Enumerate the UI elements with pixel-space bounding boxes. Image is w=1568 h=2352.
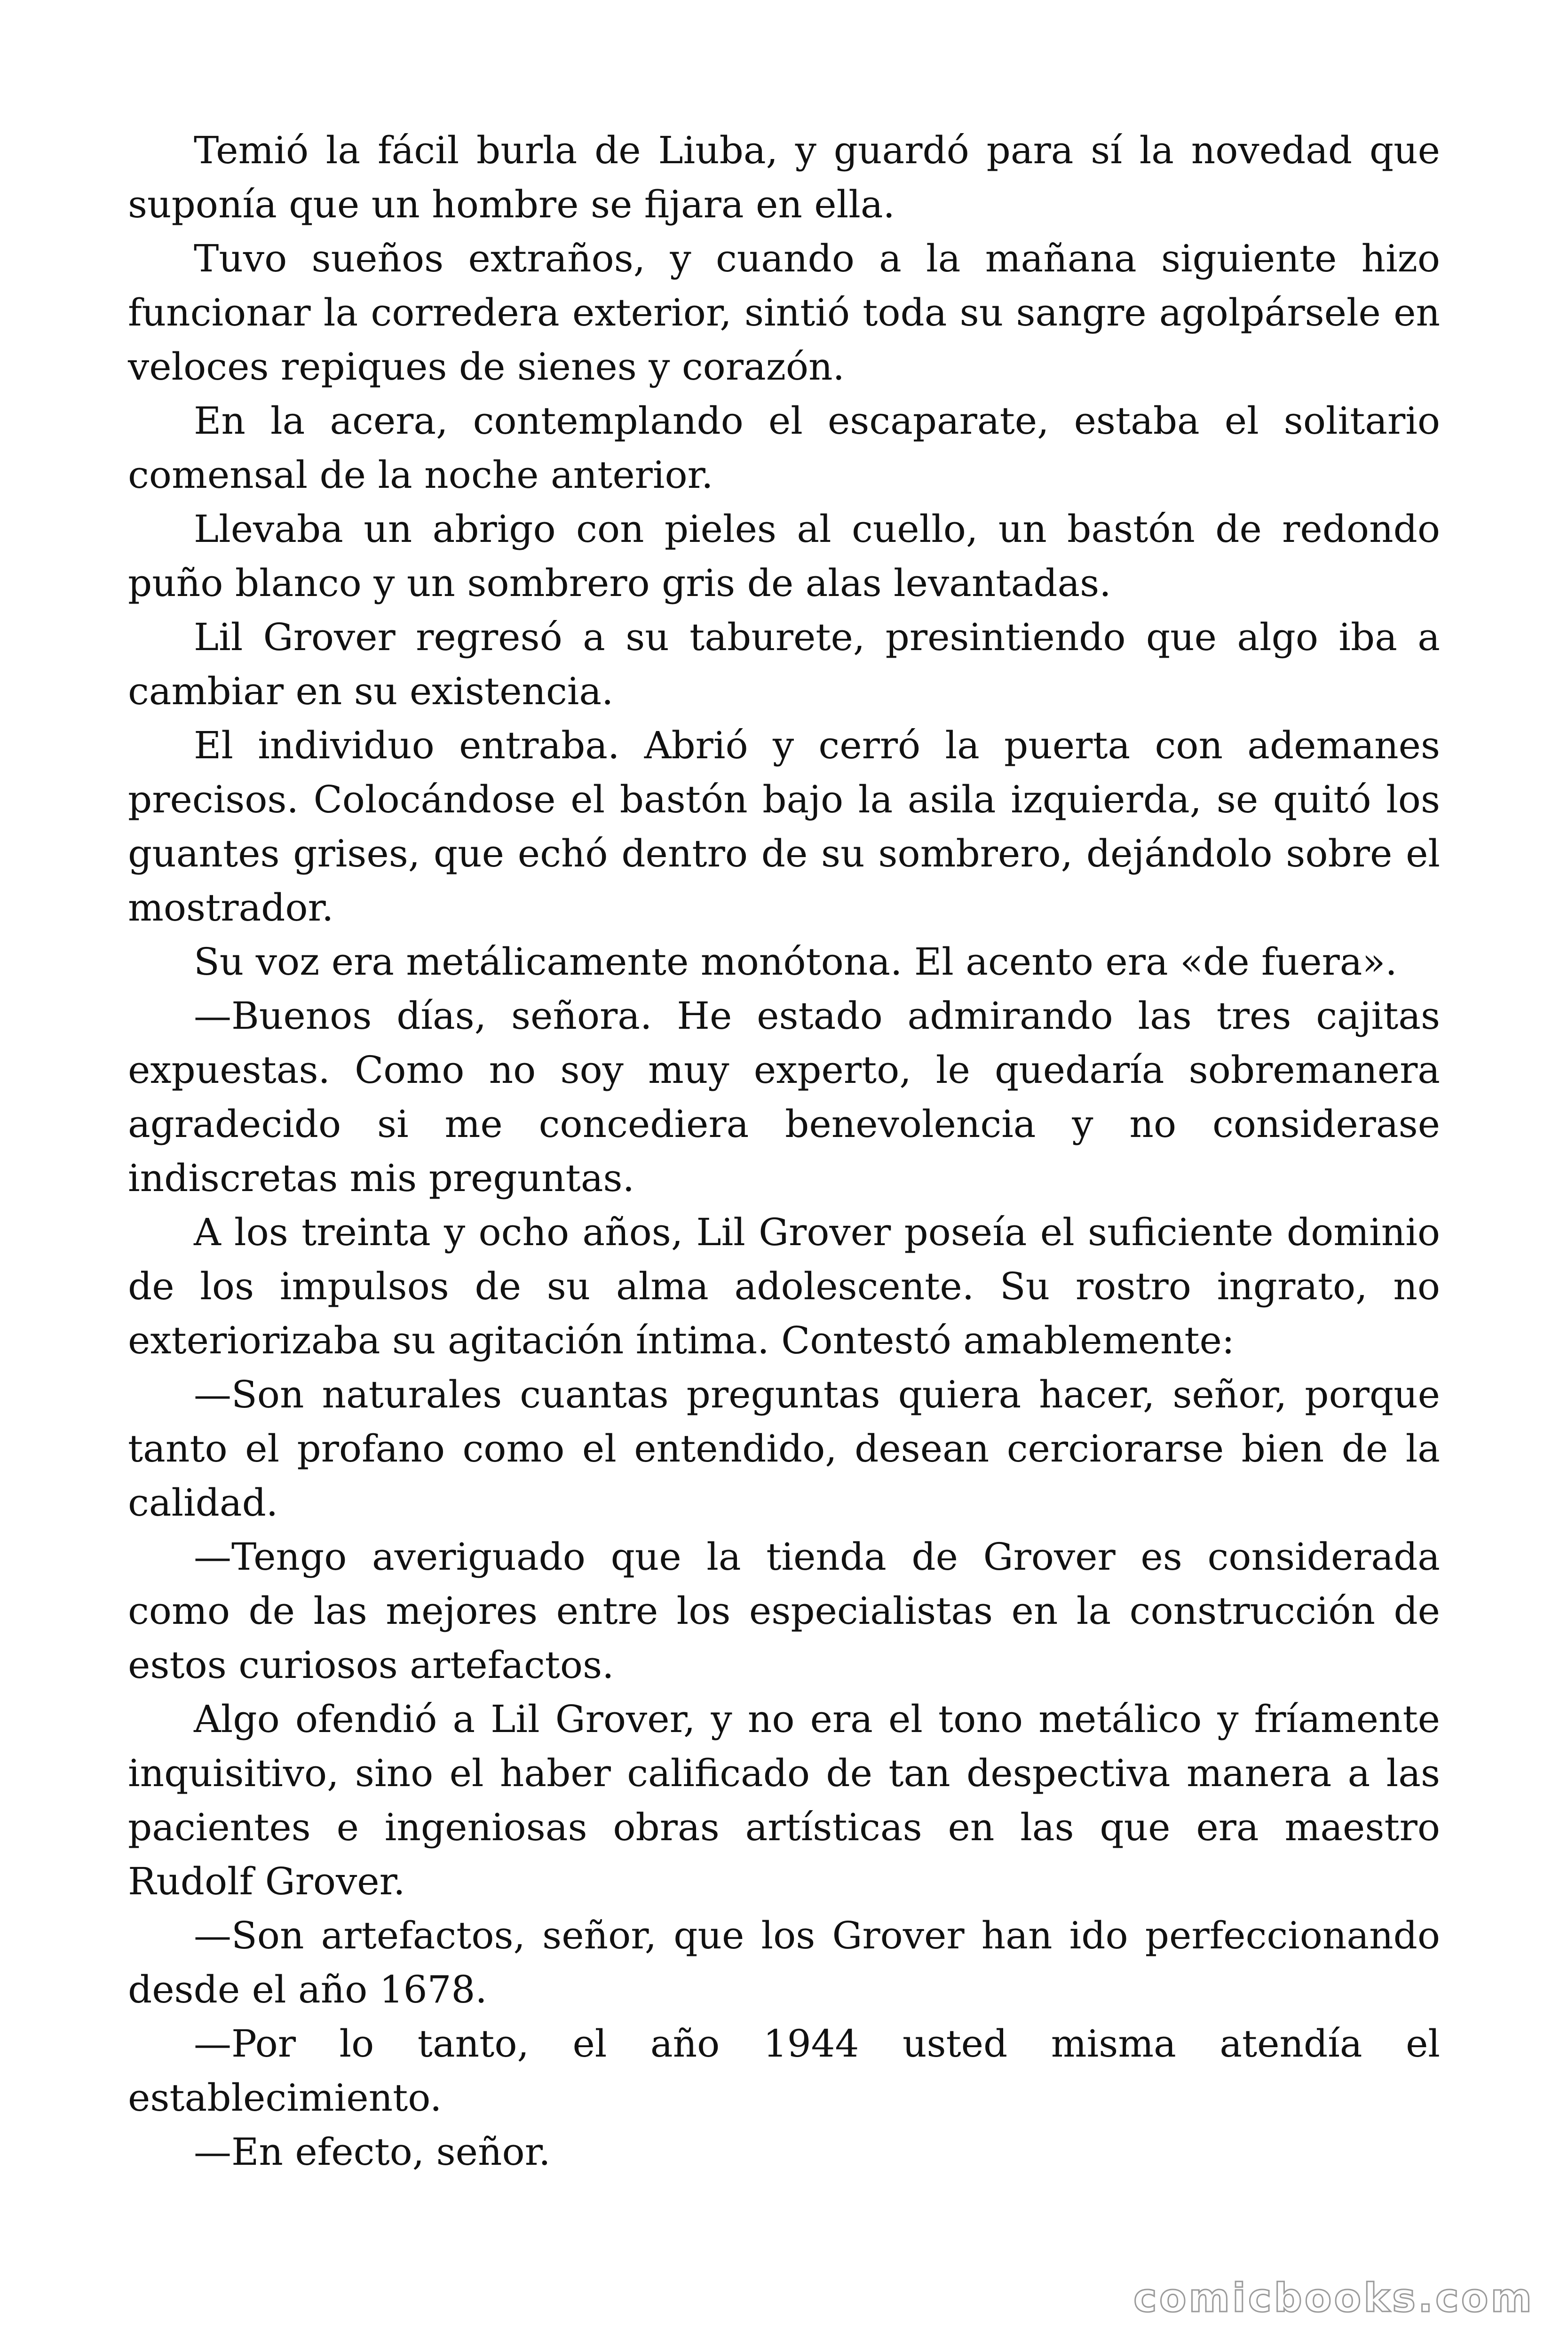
paragraph: Tuvo sueños extraños, y cuando a la mañana siguiente hizo funcionar la corredera exterior, sintió toda su sangre agolpársele en veloces repiques de sienes y corazón. <box>128 237 1440 389</box>
paragraph: Temió la fácil burla de Liuba, y guardó para sí la novedad que suponía que un hombre se fijara en ella. <box>128 128 1440 226</box>
paragraph: Algo ofendió a Lil Grover, y no era el tono metálico y fríamente inquisitivo, sino el haber calificado de tan despectiva manera a las pacientes e ingeniosas obras artísticas en las que era maestro Rudolf Grover. <box>128 1697 1440 1903</box>
watermark: comicbooks.com <box>1133 2275 1534 2321</box>
paragraph: —En efecto, señor. <box>194 2130 551 2174</box>
paragraph: —Por lo tanto, el año 1944 usted misma atendía el establecimiento. <box>128 2022 1440 2120</box>
paragraph: —Son naturales cuantas preguntas quiera hacer, señor, porque tanto el profano como el entendido, desean cerciorarse bien de la calidad. <box>128 1373 1440 1525</box>
paragraph: —Son artefactos, señor, que los Grover han ido perfeccionando desde el año 1678. <box>128 1914 1440 2011</box>
paragraph: Llevaba un abrigo con pieles al cuello, un bastón de redondo puño blanco y un sombrero gris de alas levantadas. <box>128 507 1440 605</box>
paragraph: Su voz era metálicamente monótona. El acento era «de fuera». <box>194 940 1397 984</box>
paragraph: El individuo entraba. Abrió y cerró la puerta con ademanes precisos. Colocándose el bastón bajo la asila izquierda, se quitó los guantes grises, que echó dentro de su sombrero, dejándolo sobre el mostrador. <box>128 723 1440 930</box>
paragraph: —Buenos días, señora. He estado admirando las tres cajitas expuestas. Como no soy muy experto, le quedaría sobremanera agradecido si me concediera benevolencia y no considerase indiscretas mis preguntas. <box>128 994 1440 1200</box>
page-text <box>128 123 1440 2179</box>
paragraph: A los treinta y ocho años, Lil Grover poseía el suficiente dominio de los impulsos de su alma adolescente. Su rostro ingrato, no exteriorizaba su agitación íntima. Contestó amablemente: <box>128 1210 1440 1362</box>
paragraph: Lil Grover regresó a su taburete, presintiendo que algo iba a cambiar en su existencia. <box>128 615 1440 713</box>
paragraph: —Tengo averiguado que la tienda de Grover es considerada como de las mejores entre los especialistas en la construcción de estos curiosos artefactos. <box>128 1535 1440 1687</box>
paragraph: En la acera, contemplando el escaparate, estaba el solitario comensal de la noche anterior. <box>128 399 1440 497</box>
